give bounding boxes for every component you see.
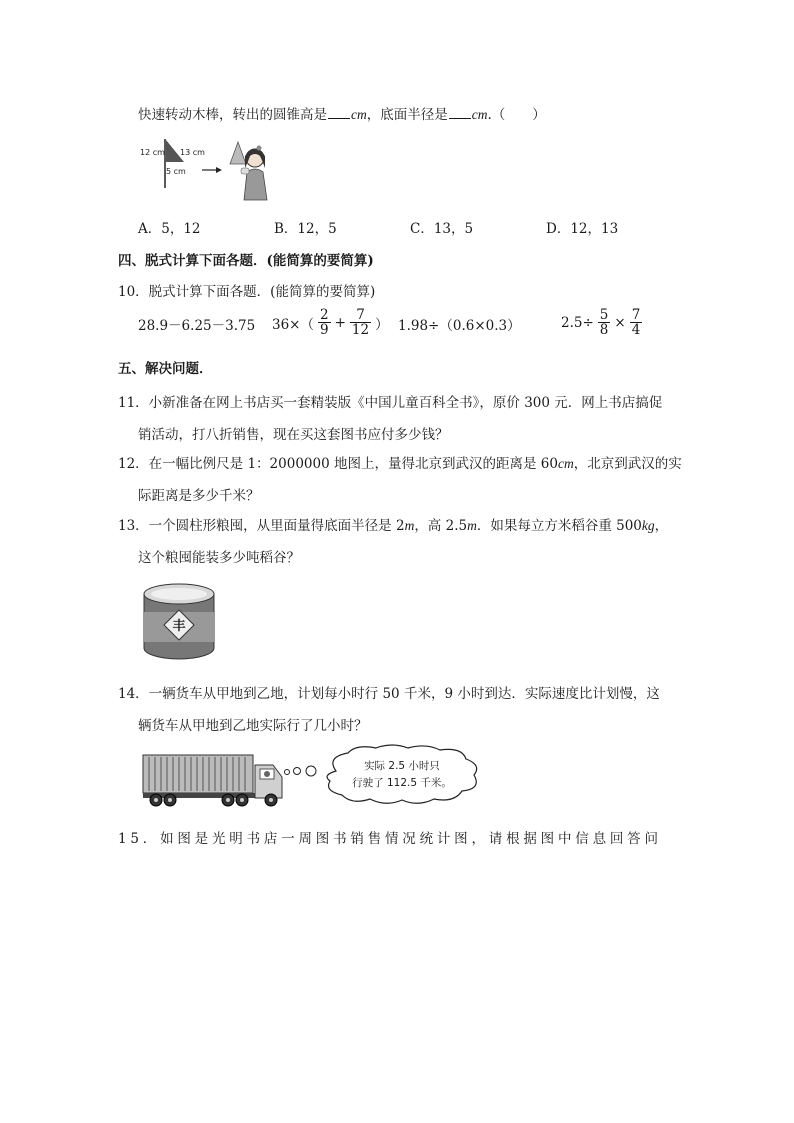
- fraction: $\frac{2}{9}$: [320, 307, 329, 339]
- section-4-heading: 四、脱式计算下面各题．(能简算的要简算): [118, 253, 374, 269]
- q13-line-1: 13．一个圆柱形粮囤，从里面量得底面半径是 2m，高 2.5m．如果每立方米稻谷重 500kg，: [118, 518, 669, 534]
- q9-stem: 快速转动木棒，转出的圆锥高是 cm，底面半径是 cm.（ ）: [138, 107, 546, 123]
- q9-option-a[interactable]: A．5，12: [138, 221, 201, 237]
- cone-icon: [230, 142, 246, 164]
- base-label-5cm: 5 cm: [166, 167, 186, 176]
- q14-line-2: 辆货车从甲地到乙地实际行了几小时？: [138, 718, 368, 734]
- rotating-triangle-figure: [138, 136, 273, 204]
- fraction: $\frac{5}{8}$: [599, 307, 609, 339]
- thought-bubble: [327, 745, 477, 803]
- grain-barrel-figure: [141, 582, 217, 664]
- section-5-heading: 五、解决问题．: [118, 361, 213, 377]
- q9-option-b[interactable]: B．12，5: [274, 221, 337, 237]
- arrow-icon: [216, 167, 222, 173]
- q9-option-c[interactable]: C．13，5: [410, 221, 474, 237]
- q15-line-1: 15．如图是光明书店一周图书销售情况统计图，请根据图中信息回答问: [118, 831, 662, 847]
- q10-title: 10．脱式计算下面各题．(能简算的要简算): [118, 284, 376, 300]
- q12-line-1: 12．在一幅比例尺是 1：2000000 地图上，量得北京到武汉的距离是 60cm，北京到武汉的实: [118, 456, 682, 472]
- hypotenuse-label-13cm: 13 cm: [180, 148, 205, 157]
- fraction: $\frac{7}{12}$: [351, 307, 370, 339]
- fraction: $\frac{7}{4}$: [631, 307, 641, 339]
- answer-blank: [449, 117, 471, 119]
- q10-expr-4: 2.5÷ $\frac{5}{8}$ × $\frac{7}{4}$: [561, 307, 641, 339]
- leg-label-12cm: 12 cm: [140, 148, 165, 157]
- barrel-label: 丰: [172, 619, 186, 634]
- q13-line-2: 这个粮囤能装多少吨稻谷？: [138, 550, 300, 566]
- q10-expr-3: 1.98÷（0.6×0.3）: [398, 318, 521, 334]
- truck-figure: [140, 743, 525, 811]
- q10-expr-2: 36×（ $\frac{2}{9}$ + $\frac{7}{12}$ ）: [272, 307, 389, 339]
- answer-blank: [328, 117, 350, 119]
- bubble-line-1: 实际 2.5 小时只: [364, 760, 440, 772]
- q11-line-1: 11．小新准备在网上书店买一套精装版《中国儿童百科全书》，原价 300 元．网上书店搞促: [118, 395, 663, 411]
- q9-option-d[interactable]: D．12，13: [546, 221, 619, 237]
- bubble-line-2: 行驶了 112.5 千米。: [352, 777, 452, 789]
- q14-line-1: 14．一辆货车从甲地到乙地，计划每小时行 50 千米，9 小时到达．实际速度比计划慢，这: [118, 686, 660, 702]
- q10-expr-1: 28.9－6.25－3.75: [138, 318, 256, 334]
- q12-line-2: 际距离是多少千米？: [138, 488, 260, 504]
- q11-line-2: 销活动，打八折销售，现在买这套图书应付多少钱？: [138, 427, 449, 443]
